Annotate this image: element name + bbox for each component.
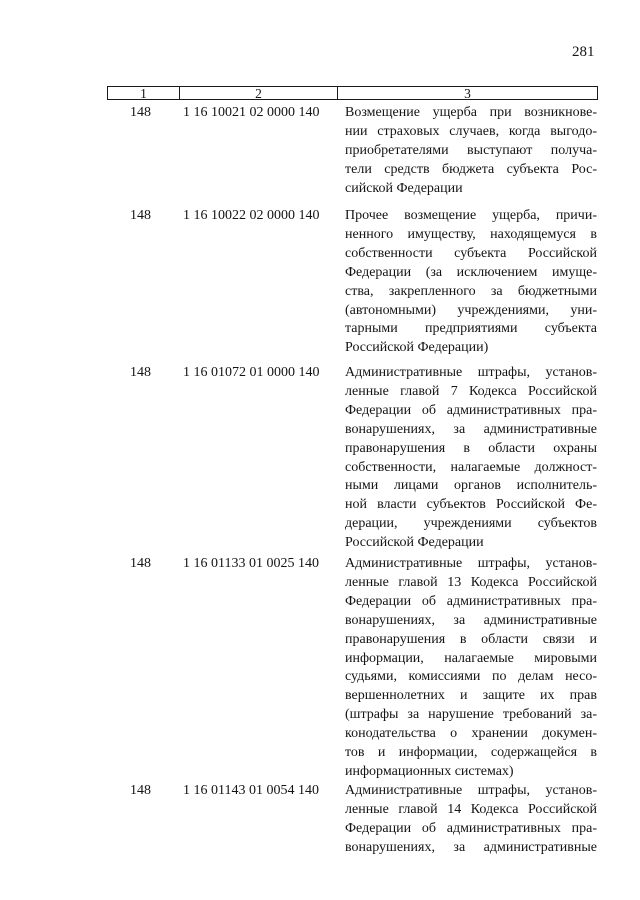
description-line: Федерации (за исключением имуще- (345, 264, 597, 280)
description-line: вонарушениях, за административные (345, 612, 597, 628)
description-line: Административные штрафы, установ- (345, 556, 597, 571)
budget-class-code: 1 16 10021 02 0000 140 (183, 105, 320, 120)
budget-class-code: 1 16 01072 01 0000 140 (183, 365, 320, 380)
description-line: сийской Федерации (345, 180, 463, 196)
description-line: собственности, налагаемые должност- (345, 459, 597, 475)
description-line: Федерации об административных пра- (345, 820, 597, 836)
description-line: ненного имуществу, находящемуся в (345, 226, 597, 242)
income-description (345, 782, 597, 858)
page-number: 281 (572, 44, 595, 60)
description-line: ленные главой 13 Кодекса Российской (345, 574, 597, 590)
description-line: Возмещение ущерба при возникнове- (345, 105, 597, 120)
description-line: ленные главой 7 Кодекса Российской (345, 383, 597, 399)
description-line: (штрафы за нарушение требований за- (345, 707, 597, 723)
admin-code: 148 (130, 783, 151, 798)
description-line: информации, налагаемые мировыми (345, 650, 597, 666)
description-line: правонарушения в области связи и (345, 631, 597, 647)
description-line: тарными предприятиями субъекта (345, 321, 597, 337)
admin-code: 148 (130, 105, 151, 120)
description-line: нии страховых случаев, когда выгодо- (345, 123, 597, 139)
description-line: приобретателями выступают получа- (345, 142, 597, 158)
description-line: вонарушениях, за административные (345, 839, 597, 855)
budget-class-code: 1 16 01133 01 0025 140 (183, 556, 319, 571)
budget-class-code: 1 16 10022 02 0000 140 (183, 208, 320, 223)
income-description (345, 207, 597, 358)
description-line: Административные штрафы, установ- (345, 783, 597, 798)
header-col-2: 2 (180, 87, 338, 99)
admin-code: 148 (130, 208, 151, 223)
description-line: дерации, учреждениями субъектов (345, 516, 597, 532)
description-line: Российской Федерации) (345, 340, 489, 356)
description-line: вонарушениях, за административные (345, 421, 597, 437)
header-col-1: 1 (108, 87, 180, 99)
description-line: правонарушения в области охраны (345, 440, 597, 456)
description-line: Федерации об административных пра- (345, 402, 597, 418)
description-line: конодательства о хранении докумен- (345, 726, 597, 742)
header-col-3: 3 (464, 86, 471, 101)
income-description (345, 104, 597, 199)
description-line: судьями, комиссиями по делам несо- (345, 669, 597, 685)
admin-code: 148 (130, 365, 151, 380)
description-line: ными лицами органов исполнитель- (345, 478, 597, 494)
description-line: (автономными) учреждениями, уни- (345, 302, 597, 318)
description-line: Прочее возмещение ущерба, причи- (345, 208, 597, 223)
description-line: вершеннолетних и защите их прав (345, 688, 597, 704)
income-description (345, 555, 597, 782)
description-line: Федерации об административных пра- (345, 593, 597, 609)
budget-class-code: 1 16 01143 01 0054 140 (183, 783, 319, 798)
description-line: ленные главой 14 Кодекса Российской (345, 801, 597, 817)
description-line: ной власти субъектов Российской Фе- (345, 497, 597, 513)
description-line: собственности субъекта Российской (345, 245, 597, 261)
description-line: Административные штрафы, установ- (345, 365, 597, 380)
table-header (107, 86, 598, 100)
admin-code: 148 (130, 556, 151, 571)
description-line: тов и информации, содержащейся в (345, 745, 597, 761)
description-line: информационных системах) (345, 763, 514, 779)
description-line: Российской Федерации (345, 535, 484, 551)
description-line: ства, закрепленного за бюджетными (345, 283, 597, 299)
income-description (345, 364, 597, 553)
description-line: тели средств бюджета субъекта Рос- (345, 161, 597, 177)
